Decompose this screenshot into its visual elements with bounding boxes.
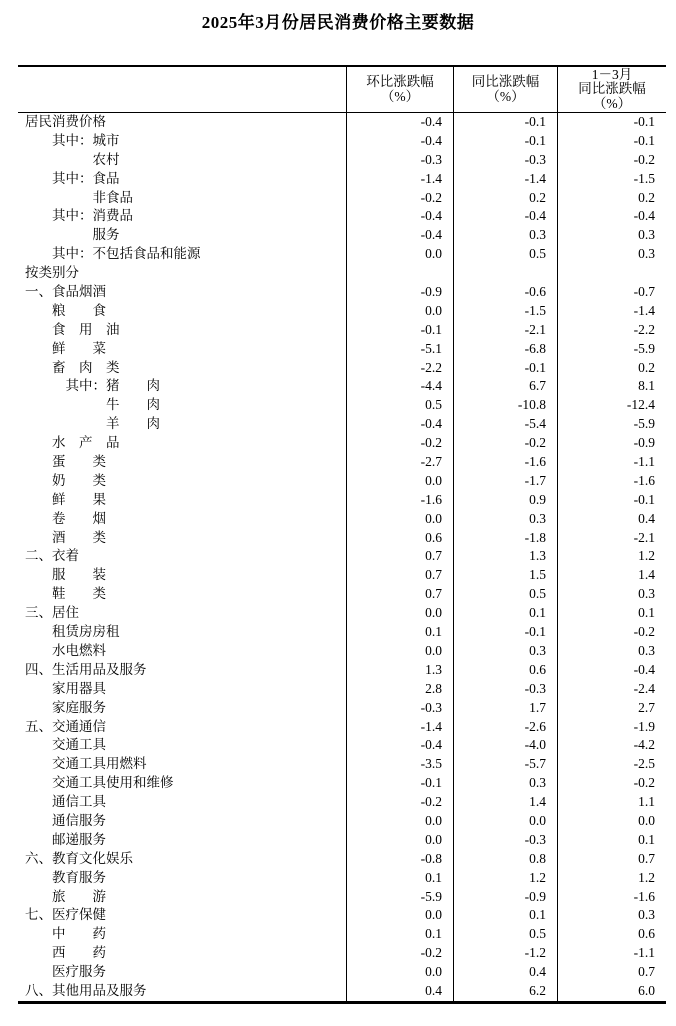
mom-value: 0.1: [346, 623, 453, 642]
header-ytd-line3: （%）: [592, 95, 632, 111]
yoy-value: -0.3: [453, 151, 557, 170]
mom-value: 0.4: [346, 982, 453, 1001]
table-row: [18, 151, 666, 170]
row-label: 租赁房房租: [25, 624, 120, 640]
table-row: [18, 793, 666, 812]
table-row: [18, 623, 666, 642]
table-row: [18, 736, 666, 755]
row-label: 交通工具使用和维修: [25, 775, 174, 791]
table-row: [18, 604, 666, 623]
row-label: 八、其他用品及服务: [25, 982, 147, 998]
ytd-value: 0.3: [557, 585, 666, 604]
row-label: 水 产 品: [25, 435, 120, 451]
mom-value: -0.4: [346, 415, 453, 434]
table-row: [18, 680, 666, 699]
row-label: 四、生活用品及服务: [25, 661, 147, 677]
mom-value: -0.4: [346, 226, 453, 245]
header-mom-column: [346, 67, 453, 112]
ytd-value: 0.4: [557, 510, 666, 529]
mom-value: 0.7: [346, 547, 453, 566]
ytd-value: -0.2: [557, 151, 666, 170]
row-label: 蛋 类: [25, 454, 106, 470]
mom-value: 0.0: [346, 472, 453, 491]
row-label: 农村: [25, 151, 120, 167]
row-label: 其中：不包括食品和能源: [25, 246, 201, 262]
ytd-value: 0.1: [557, 604, 666, 623]
ytd-value: -12.4: [557, 396, 666, 415]
yoy-value: -2.6: [453, 718, 557, 737]
table-row: [18, 434, 666, 453]
yoy-value: -4.0: [453, 736, 557, 755]
row-label: 通信工具: [25, 794, 106, 810]
table-row: [18, 302, 666, 321]
row-label: 教育服务: [25, 869, 106, 885]
mom-value: 0.7: [346, 585, 453, 604]
row-label: 卷 烟: [25, 510, 106, 526]
mom-value: -0.3: [346, 151, 453, 170]
mom-value: -1.6: [346, 491, 453, 510]
yoy-value: 1.3: [453, 547, 557, 566]
row-label: 服 装: [25, 567, 106, 583]
table-row: [18, 529, 666, 548]
table-row: [18, 207, 666, 226]
mom-value: 0.0: [346, 831, 453, 850]
mom-value: 0.7: [346, 566, 453, 585]
header-yoy-column: [453, 67, 557, 112]
mom-value: -0.9: [346, 283, 453, 302]
ytd-value: -0.1: [557, 491, 666, 510]
table-row: [18, 944, 666, 963]
table-row: [18, 642, 666, 661]
row-label: 七、医疗保健: [25, 907, 106, 923]
table-row: [18, 189, 666, 208]
yoy-value: 0.5: [453, 245, 557, 264]
mom-value: -0.1: [346, 774, 453, 793]
ytd-value: 2.7: [557, 699, 666, 718]
mom-value: [346, 264, 453, 283]
row-label: 邮递服务: [25, 831, 106, 847]
row-label: 鲜 菜: [25, 340, 106, 356]
ytd-value: -0.7: [557, 283, 666, 302]
ytd-value: 0.3: [557, 642, 666, 661]
table-row: [18, 245, 666, 264]
yoy-value: 1.4: [453, 793, 557, 812]
ytd-value: 0.2: [557, 359, 666, 378]
yoy-value: 1.7: [453, 699, 557, 718]
ytd-value: 0.7: [557, 963, 666, 982]
cpi-data-table: [18, 65, 666, 1004]
mom-value: 0.0: [346, 963, 453, 982]
table-row: [18, 283, 666, 302]
ytd-value: -1.6: [557, 472, 666, 491]
mom-value: -5.1: [346, 340, 453, 359]
row-label: 水电燃料: [25, 642, 106, 658]
table-row: [18, 718, 666, 737]
yoy-value: -5.4: [453, 415, 557, 434]
yoy-value: -0.6: [453, 283, 557, 302]
mom-value: 0.0: [346, 604, 453, 623]
mom-value: 0.0: [346, 812, 453, 831]
mom-value: -3.5: [346, 755, 453, 774]
table-row: [18, 888, 666, 907]
yoy-value: 0.5: [453, 925, 557, 944]
ytd-value: -1.1: [557, 944, 666, 963]
row-label: 通信服务: [25, 812, 106, 828]
table-row: [18, 774, 666, 793]
yoy-value: 6.2: [453, 982, 557, 1001]
table-row: [18, 170, 666, 189]
row-label: 五、交通通信: [25, 718, 106, 734]
table-row: [18, 415, 666, 434]
mom-value: 0.0: [346, 245, 453, 264]
header-mom-line2: （%）: [380, 88, 420, 104]
ytd-value: -1.1: [557, 453, 666, 472]
yoy-value: -1.6: [453, 453, 557, 472]
row-label: 非食品: [25, 189, 133, 205]
yoy-value: 1.5: [453, 566, 557, 585]
mom-value: -0.2: [346, 189, 453, 208]
row-label: 畜 肉 类: [25, 359, 120, 375]
row-label: 六、教育文化娱乐: [25, 850, 133, 866]
mom-value: -0.4: [346, 736, 453, 755]
mom-value: -1.4: [346, 170, 453, 189]
row-label: 居民消费价格: [25, 114, 106, 129]
row-label: 粮 食: [25, 302, 106, 318]
yoy-value: 0.4: [453, 963, 557, 982]
mom-value: 0.5: [346, 396, 453, 415]
table-row: [18, 547, 666, 566]
ytd-value: 0.3: [557, 226, 666, 245]
row-label: 医疗服务: [25, 964, 106, 980]
yoy-value: -0.3: [453, 831, 557, 850]
table-row: [18, 491, 666, 510]
row-label: 旅 游: [25, 888, 106, 904]
yoy-value: -10.8: [453, 396, 557, 415]
ytd-value: -0.4: [557, 661, 666, 680]
row-label: 奶 类: [25, 472, 106, 488]
yoy-value: -6.8: [453, 340, 557, 359]
yoy-value: -0.9: [453, 888, 557, 907]
yoy-value: 0.3: [453, 226, 557, 245]
mom-value: 1.3: [346, 661, 453, 680]
mom-value: 0.0: [346, 642, 453, 661]
row-label: 二、衣着: [25, 548, 79, 564]
row-label: 其中：食品: [25, 170, 120, 186]
yoy-value: -0.1: [453, 623, 557, 642]
table-row: [18, 132, 666, 151]
page-title: 2025年3月份居民消费价格主要数据: [201, 13, 475, 32]
ytd-value: -0.2: [557, 623, 666, 642]
row-label: 其中：消费品: [25, 208, 133, 224]
ytd-value: -2.5: [557, 755, 666, 774]
yoy-value: 0.5: [453, 585, 557, 604]
row-label: 交通工具用燃料: [25, 756, 147, 772]
row-label: 其中：城市: [25, 132, 120, 148]
row-label: 其中：猪 肉: [25, 378, 160, 394]
mom-value: -0.4: [346, 113, 453, 132]
ytd-value: -5.9: [557, 415, 666, 434]
yoy-value: -0.4: [453, 207, 557, 226]
table-row: [18, 321, 666, 340]
row-label: 中 药: [25, 926, 106, 942]
row-label: 鲜 果: [25, 491, 106, 507]
ytd-value: 0.6: [557, 925, 666, 944]
yoy-value: 0.8: [453, 850, 557, 869]
yoy-value: -5.7: [453, 755, 557, 774]
yoy-value: 0.1: [453, 604, 557, 623]
yoy-value: -0.2: [453, 434, 557, 453]
yoy-value: 0.1: [453, 906, 557, 925]
yoy-value: 6.7: [453, 377, 557, 396]
header-label-column: [18, 67, 346, 112]
ytd-value: 0.1: [557, 831, 666, 850]
yoy-value: [453, 264, 557, 283]
mom-value: -0.8: [346, 850, 453, 869]
ytd-value: -1.9: [557, 718, 666, 737]
table-row: [18, 377, 666, 396]
row-label: 一、食品烟酒: [25, 284, 106, 300]
table-row: [18, 396, 666, 415]
ytd-value: -4.2: [557, 736, 666, 755]
yoy-value: -1.8: [453, 529, 557, 548]
ytd-value: 0.3: [557, 906, 666, 925]
table-row: [18, 850, 666, 869]
row-label: 鞋 类: [25, 586, 106, 602]
table-row: [18, 661, 666, 680]
ytd-value: -0.1: [557, 113, 666, 132]
mom-value: 0.6: [346, 529, 453, 548]
yoy-value: 0.3: [453, 642, 557, 661]
mom-value: -2.2: [346, 359, 453, 378]
ytd-value: 8.1: [557, 377, 666, 396]
table-row: [18, 906, 666, 925]
ytd-value: 6.0: [557, 982, 666, 1001]
table-row: [18, 359, 666, 378]
mom-value: -5.9: [346, 888, 453, 907]
table-row: [18, 566, 666, 585]
header-mom-line1: 环比涨跌幅: [366, 74, 434, 89]
yoy-value: 0.0: [453, 812, 557, 831]
row-label: 西 药: [25, 945, 106, 961]
mom-value: -0.3: [346, 699, 453, 718]
row-label: 牛 肉: [25, 397, 160, 413]
ytd-value: -1.6: [557, 888, 666, 907]
table-body: [18, 113, 666, 1001]
table-row: [18, 453, 666, 472]
table-row: [18, 699, 666, 718]
ytd-value: -0.9: [557, 434, 666, 453]
ytd-value: 0.3: [557, 245, 666, 264]
yoy-value: -0.1: [453, 113, 557, 132]
ytd-value: 1.4: [557, 566, 666, 585]
mom-value: -1.4: [346, 718, 453, 737]
yoy-value: 0.9: [453, 491, 557, 510]
ytd-value: -2.1: [557, 529, 666, 548]
ytd-value: 0.2: [557, 189, 666, 208]
mom-value: -0.4: [346, 132, 453, 151]
mom-value: -0.2: [346, 793, 453, 812]
mom-value: 2.8: [346, 680, 453, 699]
ytd-value: 1.2: [557, 869, 666, 888]
table-row: [18, 963, 666, 982]
mom-value: -4.4: [346, 377, 453, 396]
header-yoy-line2: （%）: [486, 88, 525, 104]
table-row: [18, 510, 666, 529]
table-row: [18, 831, 666, 850]
header-ytd-column: [557, 67, 666, 112]
row-label: 家用器具: [25, 680, 106, 696]
ytd-value: [557, 264, 666, 283]
ytd-value: -2.4: [557, 680, 666, 699]
yoy-value: 0.3: [453, 774, 557, 793]
row-label: 羊 肉: [25, 416, 160, 432]
ytd-value: 0.7: [557, 850, 666, 869]
table-row: [18, 982, 666, 1001]
yoy-value: -0.1: [453, 132, 557, 151]
ytd-value: -0.1: [557, 132, 666, 151]
ytd-value: -1.4: [557, 302, 666, 321]
row-label: 食 用 油: [25, 321, 120, 337]
mom-value: -0.2: [346, 944, 453, 963]
header-ytd-line1: 1－3月: [591, 67, 633, 82]
yoy-value: 0.2: [453, 189, 557, 208]
ytd-value: -2.2: [557, 321, 666, 340]
yoy-value: -0.3: [453, 680, 557, 699]
yoy-value: 1.2: [453, 869, 557, 888]
ytd-value: -0.4: [557, 207, 666, 226]
table-row: [18, 585, 666, 604]
mom-value: -2.7: [346, 453, 453, 472]
yoy-value: -1.4: [453, 170, 557, 189]
yoy-value: -1.5: [453, 302, 557, 321]
table-row: [18, 925, 666, 944]
mom-value: 0.1: [346, 869, 453, 888]
ytd-value: 1.1: [557, 793, 666, 812]
header-ytd-line2: 同比涨跌幅: [578, 81, 646, 97]
table-row: [18, 113, 666, 132]
table-row: [18, 755, 666, 774]
mom-value: -0.2: [346, 434, 453, 453]
ytd-value: 1.2: [557, 547, 666, 566]
mom-value: 0.1: [346, 925, 453, 944]
row-label: 三、居住: [25, 605, 79, 621]
mom-value: 0.0: [346, 302, 453, 321]
mom-value: -0.1: [346, 321, 453, 340]
ytd-value: 0.0: [557, 812, 666, 831]
table-row: [18, 812, 666, 831]
table-row: [18, 472, 666, 491]
row-label: 交通工具: [25, 737, 106, 753]
yoy-value: -2.1: [453, 321, 557, 340]
ytd-value: -1.5: [557, 170, 666, 189]
table-row: [18, 340, 666, 359]
row-label: 服务: [25, 227, 120, 243]
ytd-value: -0.2: [557, 774, 666, 793]
ytd-value: -5.9: [557, 340, 666, 359]
yoy-value: -1.7: [453, 472, 557, 491]
mom-value: -0.4: [346, 207, 453, 226]
mom-value: 0.0: [346, 510, 453, 529]
row-label: 酒 类: [25, 529, 106, 545]
yoy-value: -0.1: [453, 359, 557, 378]
table-row: [18, 264, 666, 283]
yoy-value: 0.3: [453, 510, 557, 529]
row-label: 按类别分: [25, 265, 79, 281]
table-header: [18, 67, 666, 113]
yoy-value: 0.6: [453, 661, 557, 680]
row-label: 家庭服务: [25, 699, 106, 715]
header-yoy-line1: 同比涨跌幅: [471, 74, 540, 89]
table-row: [18, 226, 666, 245]
table-row: [18, 869, 666, 888]
yoy-value: -1.2: [453, 944, 557, 963]
mom-value: 0.0: [346, 906, 453, 925]
